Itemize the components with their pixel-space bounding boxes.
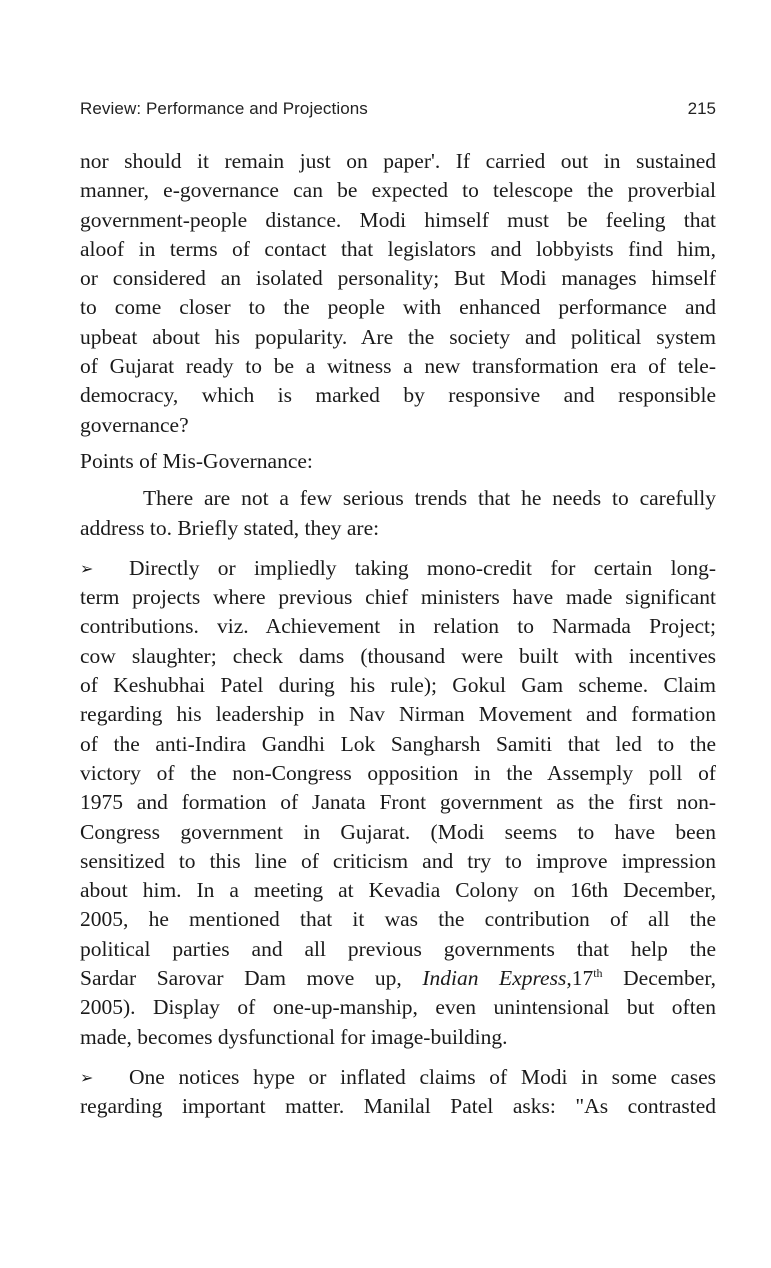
- section-heading-text: Points of Mis-Governance:: [80, 448, 313, 473]
- running-title: Review: Performance and Projections: [80, 99, 368, 118]
- text-line: of Keshubhai Patel during his rule); Gokul Gam scheme. Claim: [80, 673, 716, 698]
- text-line: aloof in terms of contact that legislators and lobbyists find him,: [80, 236, 716, 261]
- text-line: cow slaughter; check dams (thousand were built with incentives: [80, 643, 716, 668]
- page-body: [80, 147, 716, 1122]
- text-line: address to. Briefly stated, they are:: [80, 515, 380, 540]
- text-line: There are not a few serious trends that he needs to carefully: [143, 486, 716, 511]
- bullet-first-line: Directly or impliedly taking mono-credit for certain long-: [129, 555, 716, 580]
- text-line: victory of the non-Congress opposition in the Assemply poll of: [80, 760, 716, 785]
- bullet-item-mono-credit: [80, 554, 716, 1052]
- text-line: [80, 1063, 716, 1092]
- citation-month: December,: [602, 966, 716, 991]
- paragraph-intro: [80, 484, 716, 543]
- citation-line: [80, 964, 716, 993]
- arrow-bullet-icon: ➢: [80, 1069, 94, 1087]
- page-number: 215: [687, 99, 716, 118]
- running-header: [80, 99, 716, 123]
- bullet-first-line: One notices hype or inflated claims of Modi in some cases: [129, 1064, 716, 1089]
- text-line: [80, 554, 716, 583]
- newspaper-name: Indian Express: [422, 966, 567, 991]
- text-line: regarding important matter. Manilal Patel asks: "As contrasted: [80, 1094, 716, 1119]
- text-line: sensitized to this line of criticism and try to improve impression: [80, 848, 716, 873]
- text-line: nor should it remain just on paper'. If carried out in sustained: [80, 149, 716, 173]
- text-line: made, becomes dysfunctional for image-building.: [80, 1024, 508, 1049]
- text-line: Congress government in Gujarat. (Modi seems to have been: [80, 819, 716, 844]
- paragraph-egovernance: [80, 147, 716, 440]
- ordinal-suffix: th: [593, 966, 603, 981]
- text-line: 2005, he mentioned that it was the contribution of all the: [80, 907, 716, 932]
- text-line: 1975 and formation of Janata Front government as the first non-: [80, 790, 716, 815]
- text-line: political parties and all previous governments that help the: [80, 936, 716, 961]
- text-line: regarding his leadership in Nav Nirman Movement and formation: [80, 702, 716, 727]
- text-line: governance?: [80, 412, 189, 437]
- section-heading: [80, 447, 716, 476]
- arrow-bullet-icon: ➢: [80, 560, 94, 578]
- text-line: democracy, which is marked by responsive and responsible: [80, 383, 716, 408]
- text-line: manner, e-governance can be expected to telescope the proverbial: [80, 178, 716, 203]
- text-line: about him. In a meeting at Kevadia Colony on 16th December,: [80, 878, 716, 903]
- text-line: of Gujarat ready to be a witness a new transformation era of tele-: [80, 354, 716, 379]
- text-line: contributions. viz. Achievement in relation to Narmada Project;: [80, 614, 716, 639]
- text-line: 2005). Display of one-up-manship, even unintensional but often: [80, 995, 716, 1020]
- text-line: government-people distance. Modi himself must be feeling that: [80, 207, 716, 232]
- bullet-item-inflated-claims: [80, 1063, 716, 1122]
- text-line: upbeat about his popularity. Are the society and political system: [80, 324, 716, 349]
- citation-date: ,17: [566, 966, 594, 991]
- text-line: term projects where previous chief ministers have made significant: [80, 585, 716, 610]
- text-line: or considered an isolated personality; But Modi manages himself: [80, 266, 716, 291]
- citation-text: Sardar Sarovar Dam move up,: [80, 966, 423, 991]
- text-line: of the anti-Indira Gandhi Lok Sangharsh Samiti that led to the: [80, 731, 716, 756]
- text-line: to come closer to the people with enhanced performance and: [80, 295, 716, 320]
